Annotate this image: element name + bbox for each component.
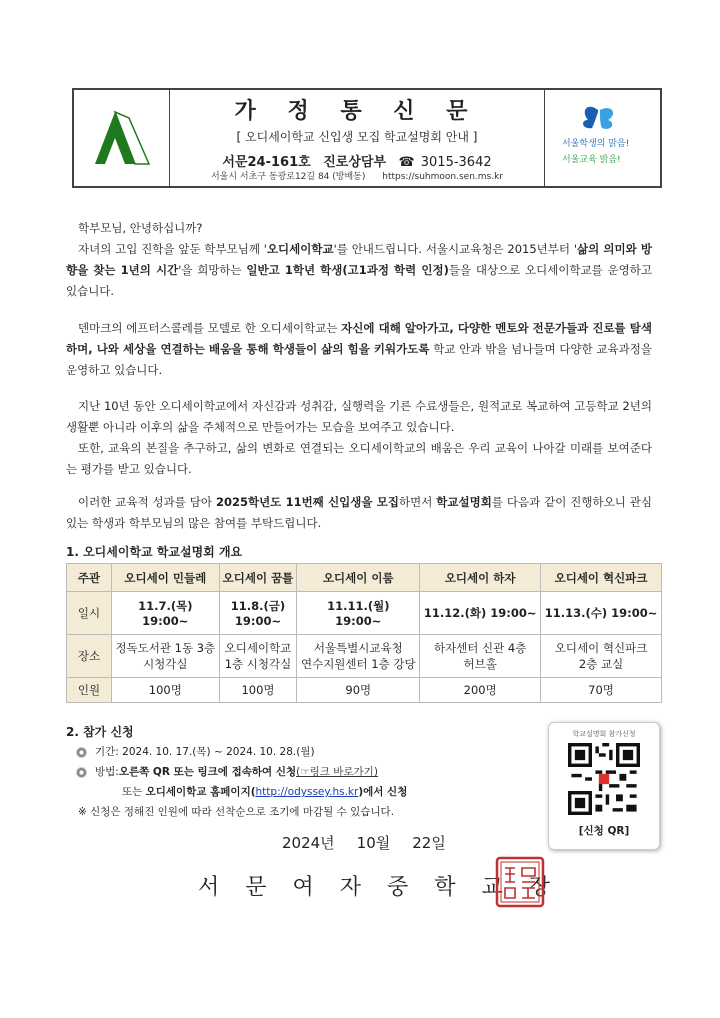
paragraph-5: 이러한 교육적 성과를 담아 2025학년도 11번째 신입생을 모집하면서 학교설명회를 다음과 같이 진행하오니 관심 있는 학생과 학부모님의 많은 참여를 부탁드립니다. (66, 495, 652, 530)
letterhead (72, 88, 662, 188)
application-section (66, 722, 407, 822)
letter-body-4 (66, 492, 652, 534)
table-header: 주관 (67, 564, 112, 592)
table-cell: 11.11.(월) 19:00~ (297, 592, 420, 635)
table-cell: 11.13.(수) 19:00~ (541, 592, 662, 635)
table-header: 오디세이 혁신파크 (541, 564, 662, 592)
table-cell: 서울특별시교육청 연수지원센터 1층 강당 (297, 635, 420, 678)
svg-text:서울학생의 맑음!: 서울학생의 맑음! (561, 139, 629, 149)
qr-caption: 학교설명회 참가신청 (572, 730, 636, 738)
row-label: 일시 (67, 592, 112, 635)
table-row (67, 678, 662, 703)
row-label: 장소 (67, 635, 112, 678)
bullet-icon (76, 747, 87, 758)
greeting: 학부모님, 안녕하십니까? (78, 221, 203, 235)
table-cell: 100명 (219, 678, 297, 703)
table-row (67, 592, 662, 635)
section-1-title: 1. 오디세이학교 학교설명회 개요 (66, 545, 243, 559)
school-principal: 서문여자중학교장 (198, 875, 577, 900)
letter-body-2 (66, 318, 652, 381)
table-header: 오디세이 이룸 (297, 564, 420, 592)
method-alt-line: 또는 오디세이학교 홈페이지(http://odyssey.hs.kr)에서 신청 (122, 786, 408, 798)
school-logo (74, 90, 170, 186)
address-line (170, 169, 544, 182)
table-cell: 11.12.(화) 19:00~ (420, 592, 541, 635)
letter-body (66, 218, 652, 302)
table-cell: 200명 (420, 678, 541, 703)
table-cell: 오디세이학교 1층 시청각실 (219, 635, 297, 678)
phone-icon: ☎ (398, 155, 415, 170)
official-seal-icon (495, 856, 545, 908)
table-cell: 11.7.(목) 19:00~ (112, 592, 220, 635)
letter-body-3 (66, 396, 652, 480)
paragraph-4: 또한, 교육의 본질을 추구하고, 삶의 변화로 연결되는 오디세이학교의 배움은 우리 교육이 나아갈 미래를 보여준다는 평가를 받고 있습니다. (66, 441, 652, 476)
table-header: 오디세이 꿈틀 (219, 564, 297, 592)
homepage-link[interactable]: http://odyssey.hs.kr (255, 786, 359, 798)
table-header-row (67, 564, 662, 592)
phone-number: 3015-3642 (420, 155, 492, 170)
page-title: 가 정 통 신 문 (234, 99, 480, 124)
table-cell: 11.8.(금) 19:00~ (219, 592, 297, 635)
period-line: 기간: 2024. 10. 17.(목) ~ 2024. 10. 28.(월) (66, 742, 407, 762)
method-line: 방법: 오른쪽 QR 또는 링크에 접속하여 신청 (☞링크 바로가기) (66, 762, 407, 782)
website[interactable]: https://suhmoon.sen.ms.kr (382, 172, 503, 182)
table-header: 오디세이 하자 (420, 564, 541, 592)
apply-link[interactable]: (☞링크 바로가기) (296, 766, 378, 778)
issue-date: 2024년 10월 22일 (282, 834, 446, 852)
qr-card (548, 722, 660, 850)
education-office-logo (545, 90, 660, 186)
table-cell: 70명 (541, 678, 662, 703)
bullet-icon (76, 767, 87, 778)
note: ※ 신청은 정해진 인원에 따라 선착순으로 조기에 마감될 수 있습니다. (78, 806, 395, 818)
table-row (67, 635, 662, 678)
qr-label: [신청 QR] (578, 825, 630, 837)
table-cell: 100명 (112, 678, 220, 703)
butterfly-logo-icon (558, 102, 648, 174)
table-cell: 오디세이 혁신파크 2층 교실 (541, 635, 662, 678)
letterhead-center (170, 90, 545, 186)
department: 진로상담부 (323, 155, 387, 170)
paragraph-1: 자녀의 고입 진학을 앞둔 학부모님께 '오디세이학교'를 안내드립니다. 서울시교육청은 2015년부터 '삶의 의미와 방향을 찾는 1년의 시간'을 희망하는 일반고 1학년 학생(고1과정 학력 인정)들을 대상으로 오디세이학교를 운영하고 있습니다. (66, 242, 653, 298)
table-cell: 하자센터 신관 4층 허브홀 (420, 635, 541, 678)
info-session-table (66, 563, 662, 703)
row-label: 인원 (67, 678, 112, 703)
doc-info (170, 151, 544, 170)
table-cell: 90명 (297, 678, 420, 703)
svg-text:서울교육 밝음!: 서울교육 밝음! (561, 155, 621, 165)
page-subtitle: [ 오디세이학교 신입생 모집 학교설명회 안내 ] (236, 130, 478, 144)
table-cell: 정독도서관 1동 3층 시청각실 (112, 635, 220, 678)
doc-number: 서문24-161호 (222, 155, 311, 170)
paragraph-3: 지난 10년 동안 오디세이학교에서 자신감과 성취감, 실행력을 기른 수료생들은, 원적교로 복교하여 고등학교 2년의 생활뿐 아니라 이후의 삶을 주체적으로 만들어가는 모습을 보여주고 있습니다. (66, 399, 652, 434)
table-header: 오디세이 민들레 (112, 564, 220, 592)
address: 서울시 서초구 동광로12길 84 (방배동) (210, 172, 366, 182)
paragraph-2: 덴마크의 에프터스콜레를 모델로 한 오디세이학교는 자신에 대해 알아가고, 다양한 멘토와 전문가들과 진로를 탐색하며, 나와 세상을 연결하는 배움을 통해 학생들이 삶의 힘을 키워가도록 학교 안과 밖을 넘나들며 다양한 교육과정을 운영하고 있습니다. (66, 321, 652, 377)
qr-code-icon[interactable] (568, 743, 640, 815)
school-emblem-icon (91, 108, 153, 168)
section-2-title: 2. 참가 신청 (66, 725, 134, 739)
